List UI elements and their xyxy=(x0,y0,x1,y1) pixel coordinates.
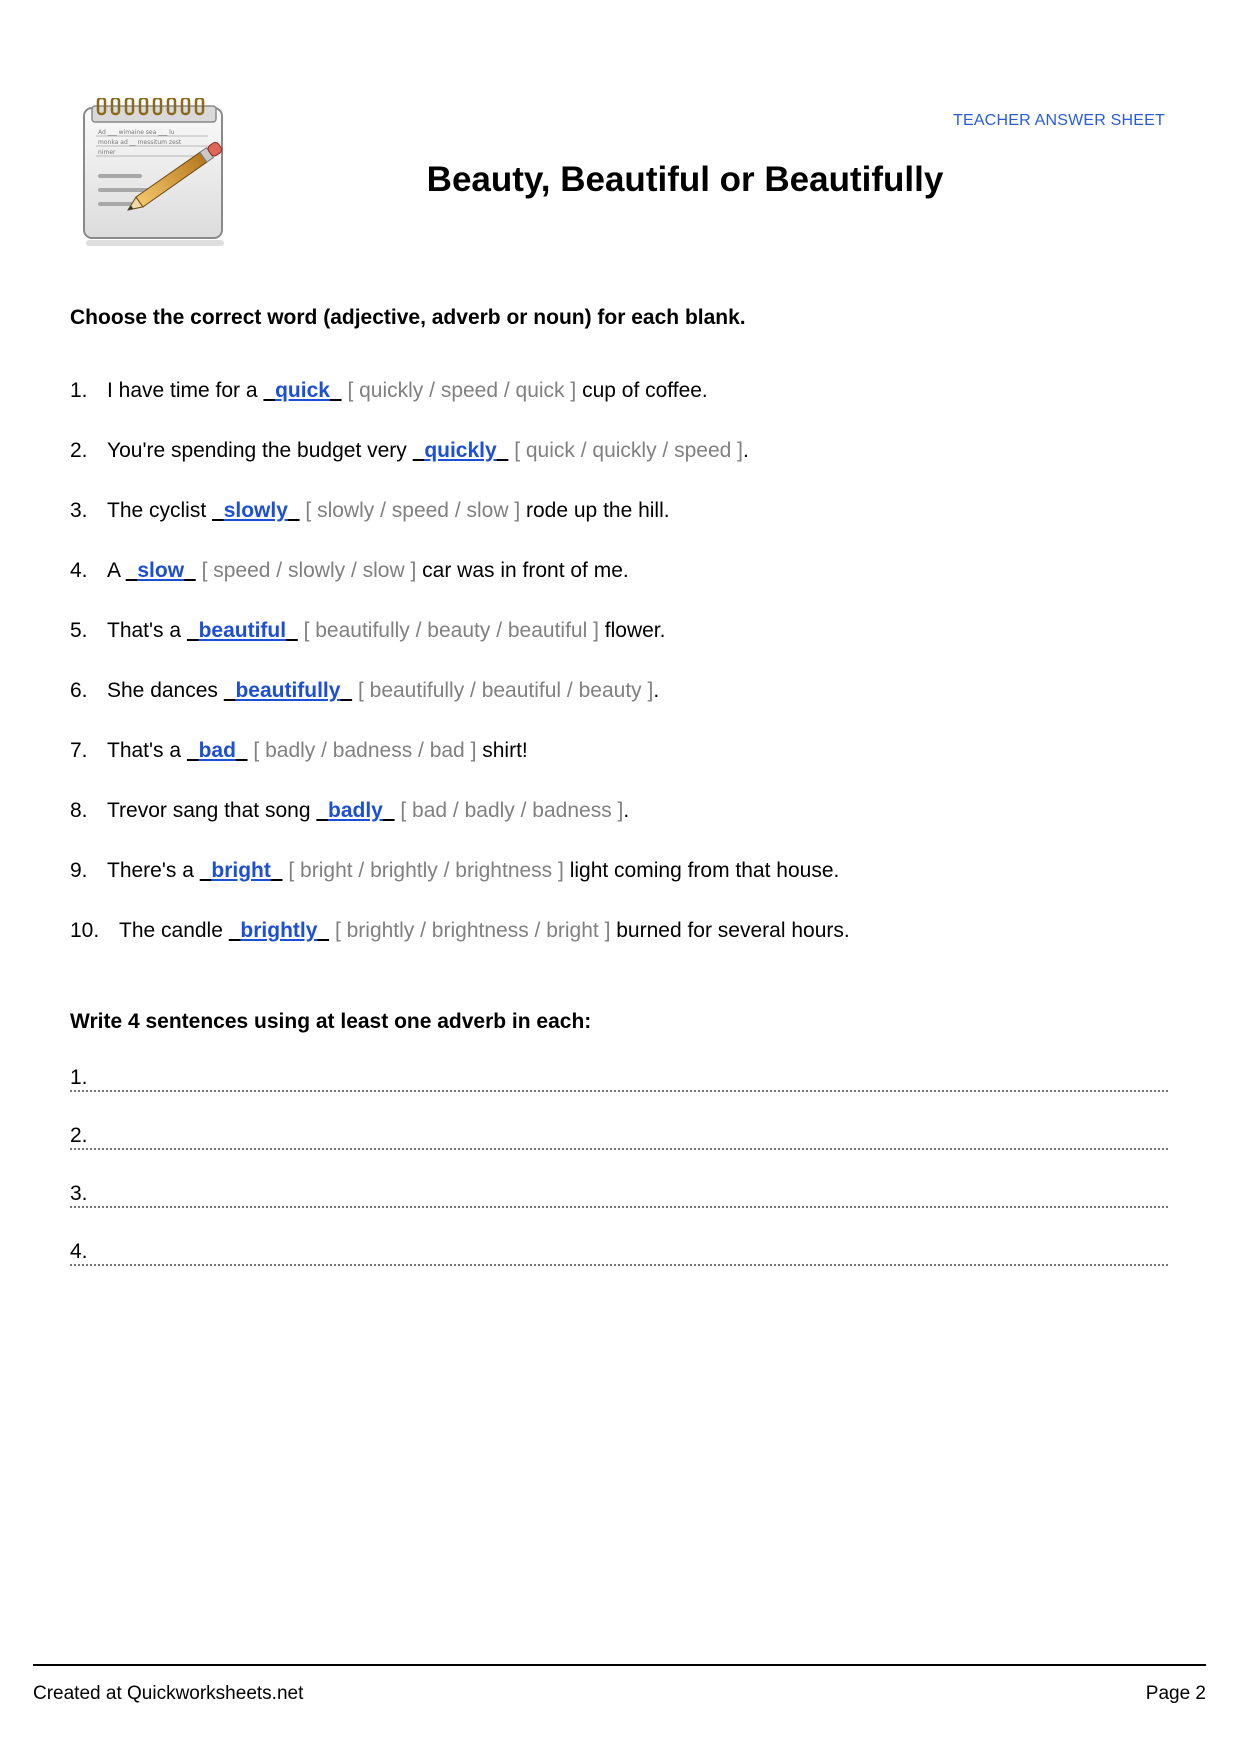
answer-blank xyxy=(187,739,248,762)
answer-blank xyxy=(200,859,283,882)
dotted-rule xyxy=(70,1148,1168,1150)
answer-blank xyxy=(413,439,509,462)
question-item xyxy=(70,796,850,856)
dotted-rule xyxy=(70,1206,1168,1208)
question-text-after: light coming from that house. xyxy=(563,859,840,882)
question-text-before: The cyclist xyxy=(107,499,213,522)
answer-options: [ quickly / speed / quick ] xyxy=(347,379,577,402)
question-item xyxy=(70,496,850,556)
answer-blank xyxy=(263,379,341,402)
answer-word: bad xyxy=(198,739,236,762)
answer-word: beautiful xyxy=(198,619,287,642)
question-text-before: That's a xyxy=(107,739,187,762)
question-item xyxy=(70,736,850,796)
answer-word: bright xyxy=(211,859,271,882)
answer-word: beautifully xyxy=(235,679,341,702)
question-text-after: burned for several hours. xyxy=(610,919,850,942)
teacher-answer-sheet-label: TEACHER ANSWER SHEET xyxy=(952,112,1165,129)
question-text-after: flower. xyxy=(598,619,666,642)
answer-blank xyxy=(126,559,196,582)
writing-line[interactable] xyxy=(70,1236,1168,1294)
dotted-rule xyxy=(70,1090,1168,1092)
writing-line-number: 2. xyxy=(70,1124,88,1147)
svg-text:Ad ___ wimaine sea ___ lu: Ad ___ wimaine sea ___ lu xyxy=(98,129,175,136)
question-text-after: car was in front of me. xyxy=(416,559,629,582)
question-number: 1. xyxy=(70,379,88,402)
page-number: Page 2 xyxy=(1145,1683,1206,1704)
answer-blank xyxy=(224,679,352,702)
page-title: Beauty, Beautiful or Beautifully xyxy=(426,160,944,199)
question-number: 10. xyxy=(70,919,100,942)
answer-options: [ beautifully / beauty / beautiful ] xyxy=(303,619,599,642)
question-number: 7. xyxy=(70,739,88,762)
answer-options: [ brightly / brightness / bright ] xyxy=(334,919,611,942)
answer-word: quickly xyxy=(424,439,497,462)
answer-options: [ bright / brightly / brightness ] xyxy=(288,859,564,882)
question-item xyxy=(70,916,850,976)
section2-instruction: Write 4 sentences using at least one adverb in each: xyxy=(70,1010,592,1033)
answer-blank xyxy=(212,499,300,522)
svg-text:nimer: nimer xyxy=(98,149,116,156)
question-text-before: You're spending the budget very xyxy=(107,439,413,462)
question-text-after: cup of coffee. xyxy=(576,379,708,402)
question-text-after: shirt! xyxy=(476,739,528,762)
question-text-before: A xyxy=(107,559,126,582)
writing-line[interactable] xyxy=(70,1178,1168,1236)
question-number: 6. xyxy=(70,679,88,702)
question-text-before: There's a xyxy=(107,859,200,882)
question-number: 5. xyxy=(70,619,88,642)
question-text-after: . xyxy=(623,799,630,822)
question-item xyxy=(70,676,850,736)
writing-line[interactable] xyxy=(70,1120,1168,1178)
question-text-before: She dances xyxy=(107,679,224,702)
question-item xyxy=(70,616,850,676)
answer-options: [ speed / slowly / slow ] xyxy=(201,559,417,582)
question-text-before: The candle xyxy=(119,919,229,942)
question-text-after: . xyxy=(653,679,660,702)
question-number: 8. xyxy=(70,799,88,822)
question-item xyxy=(70,856,850,916)
dotted-rule xyxy=(70,1264,1168,1266)
answer-options: [ slowly / speed / slow ] xyxy=(305,499,521,522)
question-number: 9. xyxy=(70,859,88,882)
footer-divider xyxy=(33,1664,1206,1666)
answer-word: slow xyxy=(137,559,185,582)
answer-blank xyxy=(229,919,329,942)
question-text-before: I have time for a xyxy=(107,379,264,402)
section1-instruction: Choose the correct word (adjective, adverb or noun) for each blank. xyxy=(70,306,746,329)
question-number: 3. xyxy=(70,499,88,522)
answer-blank xyxy=(316,799,394,822)
answer-options: [ badly / badness / bad ] xyxy=(253,739,477,762)
answer-word: quick xyxy=(275,379,330,402)
answer-word: slowly xyxy=(223,499,288,522)
writing-lines xyxy=(70,1062,1168,1294)
question-number: 2. xyxy=(70,439,88,462)
footer-credit: Created at Quickworksheets.net xyxy=(33,1683,304,1704)
question-text-before: That's a xyxy=(107,619,187,642)
question-number: 4. xyxy=(70,559,88,582)
answer-blank xyxy=(187,619,298,642)
writing-line-number: 4. xyxy=(70,1240,88,1263)
question-text-after: rode up the hill. xyxy=(520,499,670,522)
answer-word: brightly xyxy=(240,919,318,942)
answer-options: [ beautifully / beautiful / beauty ] xyxy=(357,679,654,702)
question-item xyxy=(70,556,850,616)
question-item xyxy=(70,436,850,496)
answer-word: badly xyxy=(328,799,383,822)
question-list xyxy=(70,376,850,976)
question-text-before: Trevor sang that song xyxy=(107,799,317,822)
writing-line-number: 3. xyxy=(70,1182,88,1205)
question-text-after: . xyxy=(742,439,749,462)
writing-line[interactable] xyxy=(70,1062,1168,1120)
writing-line-number: 1. xyxy=(70,1066,88,1089)
question-item xyxy=(70,376,850,436)
answer-options: [ quick / quickly / speed ] xyxy=(514,439,743,462)
answer-options: [ bad / badly / badness ] xyxy=(400,799,624,822)
svg-text:monka ad __ messitum zest: monka ad __ messitum zest xyxy=(98,139,182,146)
